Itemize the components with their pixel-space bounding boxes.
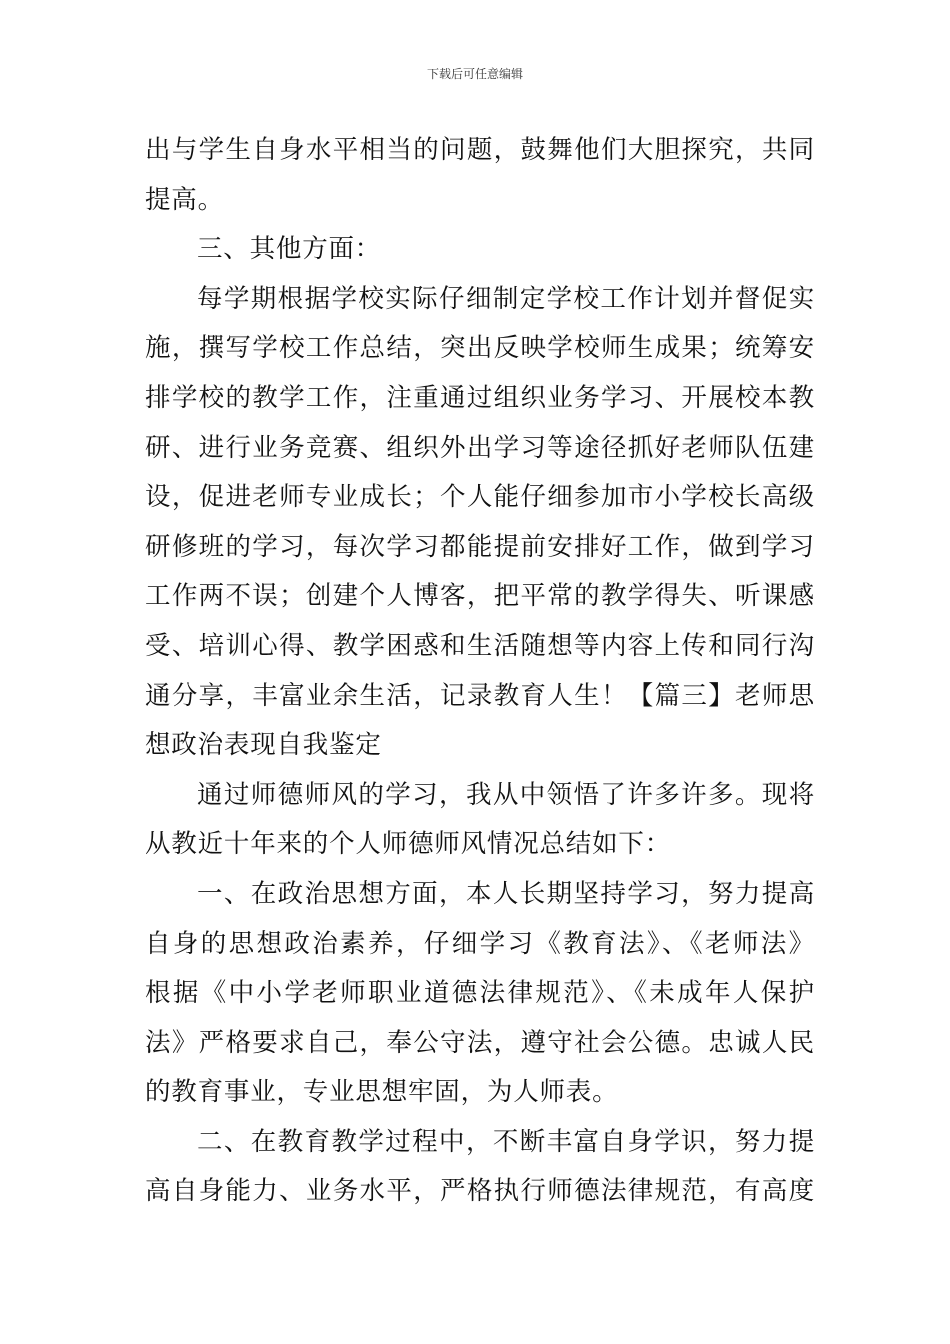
text-line: 二、在教育教学过程中，不断丰富自身学识，努力提 — [197, 1126, 815, 1157]
text-line: 高自身能力、业务水平，严格执行师德法律规范，有高度 — [145, 1176, 815, 1207]
text-line: 受、培训心得、教学困惑和生活随想等内容上传和同行沟 — [145, 630, 815, 661]
text-line: 的教育事业，专业思想牢固，为人师表。 — [145, 1077, 619, 1108]
text-line: 自身的思想政治素养，仔细学习《教育法》、《老师法》 — [145, 928, 815, 959]
text-line: 设，促进老师专业成长；个人能仔细参加市小学校长高级 — [145, 482, 815, 513]
text-line: 排学校的教学工作，注重通过组织业务学习、开展校本教 — [145, 382, 815, 413]
text-line: 研、进行业务竞赛、组织外出学习等途径抓好老师队伍建 — [145, 432, 815, 463]
text-line: 法》严格要求自己，奉公守法，遵守社会公德。忠诚人民 — [145, 1027, 815, 1058]
text-line: 研修班的学习，每次学习都能提前安排好工作，做到学习 — [145, 531, 815, 562]
text-line: 想政治表现自我鉴定 — [145, 730, 382, 761]
page-header: 下载后可任意编辑 — [426, 67, 523, 81]
text-line: 从教近十年来的个人师德师风情况总结如下： — [145, 829, 672, 860]
text-line: 施，撰写学校工作总结，突出反映学校师生成果；统筹安 — [145, 333, 815, 364]
text-line: 通分享，丰富业余生活，记录教育人生！【篇三】老师思 — [145, 680, 815, 711]
text-line: 三、其他方面： — [197, 234, 382, 265]
text-line: 工作两不误；创建个人博客，把平常的教学得失、听课感 — [145, 581, 815, 612]
text-line: 根据《中小学老师职业道德法律规范》、《未成年人保护 — [145, 978, 815, 1009]
document-body — [145, 126, 815, 1217]
text-line: 提高。 — [145, 184, 224, 215]
text-line: 出与学生自身水平相当的问题，鼓舞他们大胆探究，共同 — [145, 135, 815, 165]
text-line: 每学期根据学校实际仔细制定学校工作计划并督促实 — [197, 283, 815, 314]
text-line: 通过师德师风的学习，我从中领悟了许多许多。现将 — [197, 779, 815, 810]
text-line: 一、在政治思想方面，本人长期坚持学习，努力提高 — [197, 878, 815, 909]
